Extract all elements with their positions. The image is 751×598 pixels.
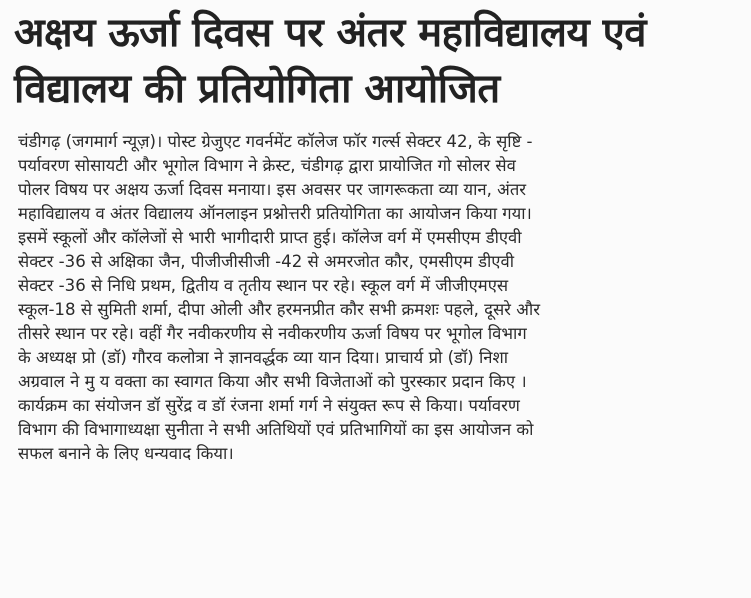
article-line: स्कूल-18 से सुमिती शर्मा, दीपा ओली और हरमनप्रीत कौर सभी क्रमशः पहले, दूसरे और xyxy=(18,300,541,319)
article-line: विभाग की विभागाध्यक्षा सुनीता ने सभी अतिथियों एवं प्रतिभागियों का इस आयोजन को xyxy=(18,420,534,439)
headline xyxy=(14,6,737,118)
article-line: के अध्यक्ष प्रो (डॉ) गौरव कलोत्रा ने ज्ञानवर्द्धक व्या यान दिया। प्राचार्य प्रो (डॉ) निशा xyxy=(18,348,509,367)
article-line: पर्यावरण सोसायटी और भूगोल विभाग ने क्रेस्ट, चंडीगढ़ द्वारा प्रायोजित गो सोलर सेव xyxy=(18,156,516,175)
article-line: अग्रवाल ने मु य वक्ता का स्वागत किया और सभी विजेताओं को पुरस्कार प्रदान किए । xyxy=(18,372,527,391)
article-line: सफल बनाने के लिए धन्यवाद किया। xyxy=(18,444,234,463)
article-body xyxy=(14,130,737,466)
article-line: सेक्टर -36 से निधि प्रथम, द्वितीय व तृतीय स्थान पर रहे। स्कूल वर्ग में जीजीएमएस xyxy=(18,276,509,295)
article-line: कार्यक्रम का संयोजन डॉ सुरेंद्र व डॉ रंजना शर्मा गर्ग ने संयुक्त रूप से किया। पर्यावरण xyxy=(18,396,520,415)
article-line: तीसरे स्थान पर रहे। वहीं गैर नवीकरणीय से नवीकरणीय ऊर्जा विषय पर भूगोल विभाग xyxy=(18,324,527,343)
article-line: इसमें स्कूलों और कॉलेजों से भारी भागीदारी प्राप्त हुई। कॉलेज वर्ग में एमसीएम डीएवी xyxy=(18,228,522,247)
headline-line: अक्षय ऊर्जा दिवस पर अंतर महाविद्यालय एवं xyxy=(14,10,646,56)
article-line: चंडीगढ़ (जगमार्ग न्यूज़)। पोस्ट ग्रेजुएट गवर्नमेंट कॉलेज फॉर गर्ल्स सेक्टर 42, के सृष्टि - xyxy=(18,132,533,151)
headline-line: विद्यालय की प्रतियोगिता आयोजित xyxy=(14,66,500,112)
article-line: सेक्टर -36 से अक्षिका जैन, पीजीजीसीजी -42 से अमरजोत कौर, एमसीएम डीएवी xyxy=(18,252,515,271)
article-line: महाविद्यालय व अंतर विद्यालय ऑनलाइन प्रश्नोत्तरी प्रतियोगिता का आयोजन किया गया। xyxy=(18,204,532,223)
article-line: पोलर विषय पर अक्षय ऊर्जा दिवस मनाया। इस अवसर पर जागरूकता व्या यान, अंतर xyxy=(18,180,527,199)
